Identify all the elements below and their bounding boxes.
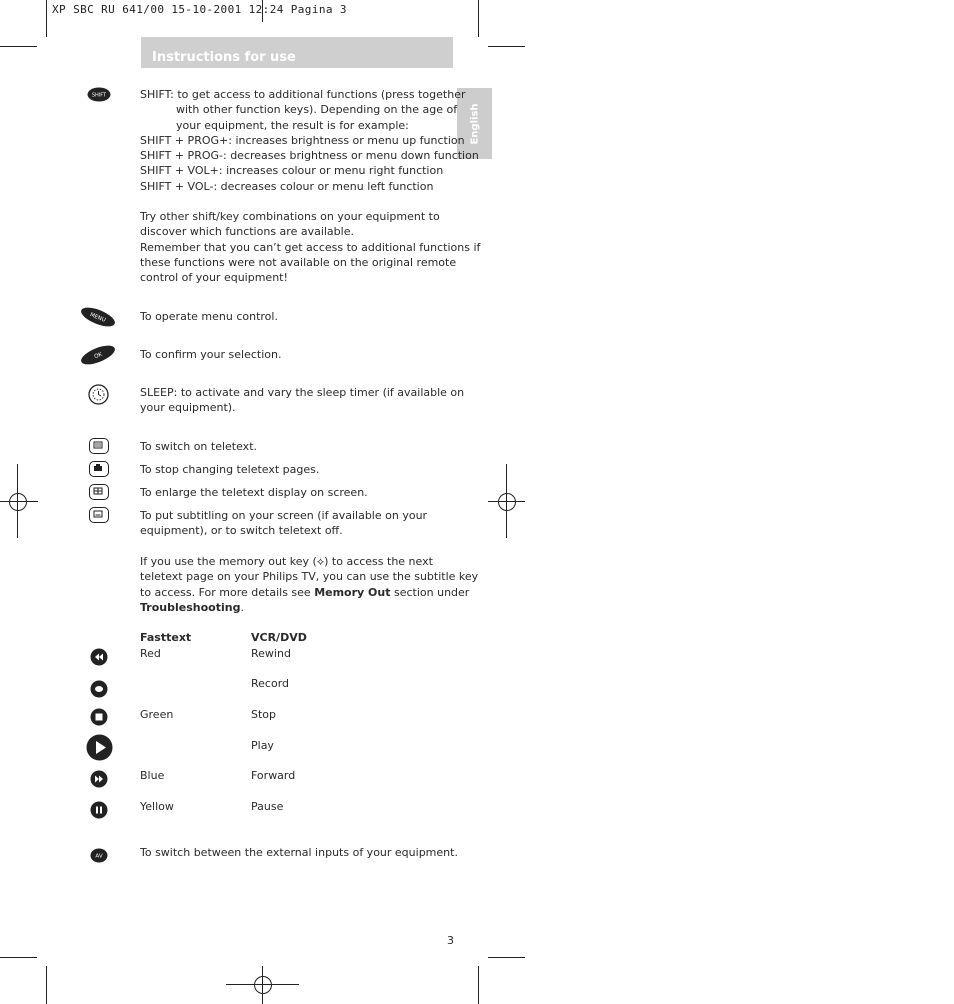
sleep-timer-icon <box>88 384 109 405</box>
pause-icon <box>90 801 108 819</box>
av-key-icon <box>90 848 108 863</box>
table-row-green-vcr: Stop <box>251 708 277 721</box>
table-row-green-fast: Green <box>140 708 174 721</box>
teletext-on-description: To switch on teletext. <box>140 440 257 453</box>
try-combinations-note: Try other shift/key combinations on your equipment to discover which functions are available. Remember that you can’t get access to additional functions if these functions were not available on the original remote control of your equipment! <box>140 210 481 285</box>
memory-out-note: If you use the memory out key (⟡) to access the next teletext page on your Philips TV, you can use the subtitle key to access. For more details see Memory Out section under Troubleshooting. <box>140 555 479 614</box>
menu-key-icon <box>80 305 116 329</box>
table-row-blue-fast: Blue <box>140 769 165 782</box>
table-row-record-vcr: Record <box>251 677 290 690</box>
stop-icon <box>90 708 108 726</box>
play-icon <box>86 734 113 761</box>
fasttext-header: Fasttext <box>140 631 192 644</box>
subtitle-icon <box>89 507 109 523</box>
table-row-play-vcr: Play <box>251 739 274 752</box>
sleep-description: SLEEP: to activate and vary the sleep timer (if available on your equipment). <box>140 386 465 415</box>
teletext-hold-icon <box>89 461 109 477</box>
ok-key-icon <box>80 343 116 367</box>
shift-description: SHIFT: to get access to additional functions (press together with other function keys). Depending on the age of your equipment, the result is for example: SHIFT + PROG+: increases brightness or menu up function SHIFT + PROG-: decreases brightness or menu down function SHIFT + VOL+: increases colour or menu right function SHIFT + VOL-: decreases colour or menu left function <box>140 88 479 193</box>
rewind-icon <box>90 648 108 666</box>
teletext-enlarge-description: To enlarge the teletext display on screen. <box>140 486 368 499</box>
teletext-hold-description: To stop changing teletext pages. <box>140 463 320 476</box>
section-title-bar <box>141 37 453 68</box>
page-number: 3 <box>447 934 454 947</box>
record-icon <box>90 680 108 698</box>
teletext-enlarge-icon <box>89 484 109 500</box>
svg-text:SHIFT: SHIFT <box>91 92 107 99</box>
ok-description: To confirm your selection. <box>140 348 282 361</box>
print-header: XP SBC RU 641/00 15-10-2001 12:24 Pagina 3 <box>52 3 347 16</box>
menu-description: To operate menu control. <box>140 310 278 323</box>
table-row-red-vcr: Rewind <box>251 647 291 660</box>
table-row-red-fast: Red <box>140 647 161 660</box>
table-row-yellow-fast: Yellow <box>140 800 174 813</box>
subtitle-description: To put subtitling on your screen (if available on your equipment), or to switch teletext off. <box>140 509 428 538</box>
table-row-yellow-vcr: Pause <box>251 800 284 813</box>
vcr-dvd-header: VCR/DVD <box>251 631 307 644</box>
shift-key-icon <box>87 87 111 102</box>
language-tab-label: English <box>469 102 480 145</box>
svg-text:MENU: MENU <box>88 312 107 324</box>
svg-text:AV: AV <box>95 853 103 860</box>
svg-text:OK: OK <box>93 351 104 361</box>
forward-icon <box>90 770 108 788</box>
section-title: Instructions for use <box>152 50 296 65</box>
av-description: To switch between the external inputs of your equipment. <box>140 846 458 859</box>
troubleshooting-ref: Troubleshooting <box>140 600 241 614</box>
teletext-on-icon <box>89 438 109 454</box>
memory-out-ref: Memory Out <box>314 585 391 599</box>
table-row-blue-vcr: Forward <box>251 769 296 782</box>
